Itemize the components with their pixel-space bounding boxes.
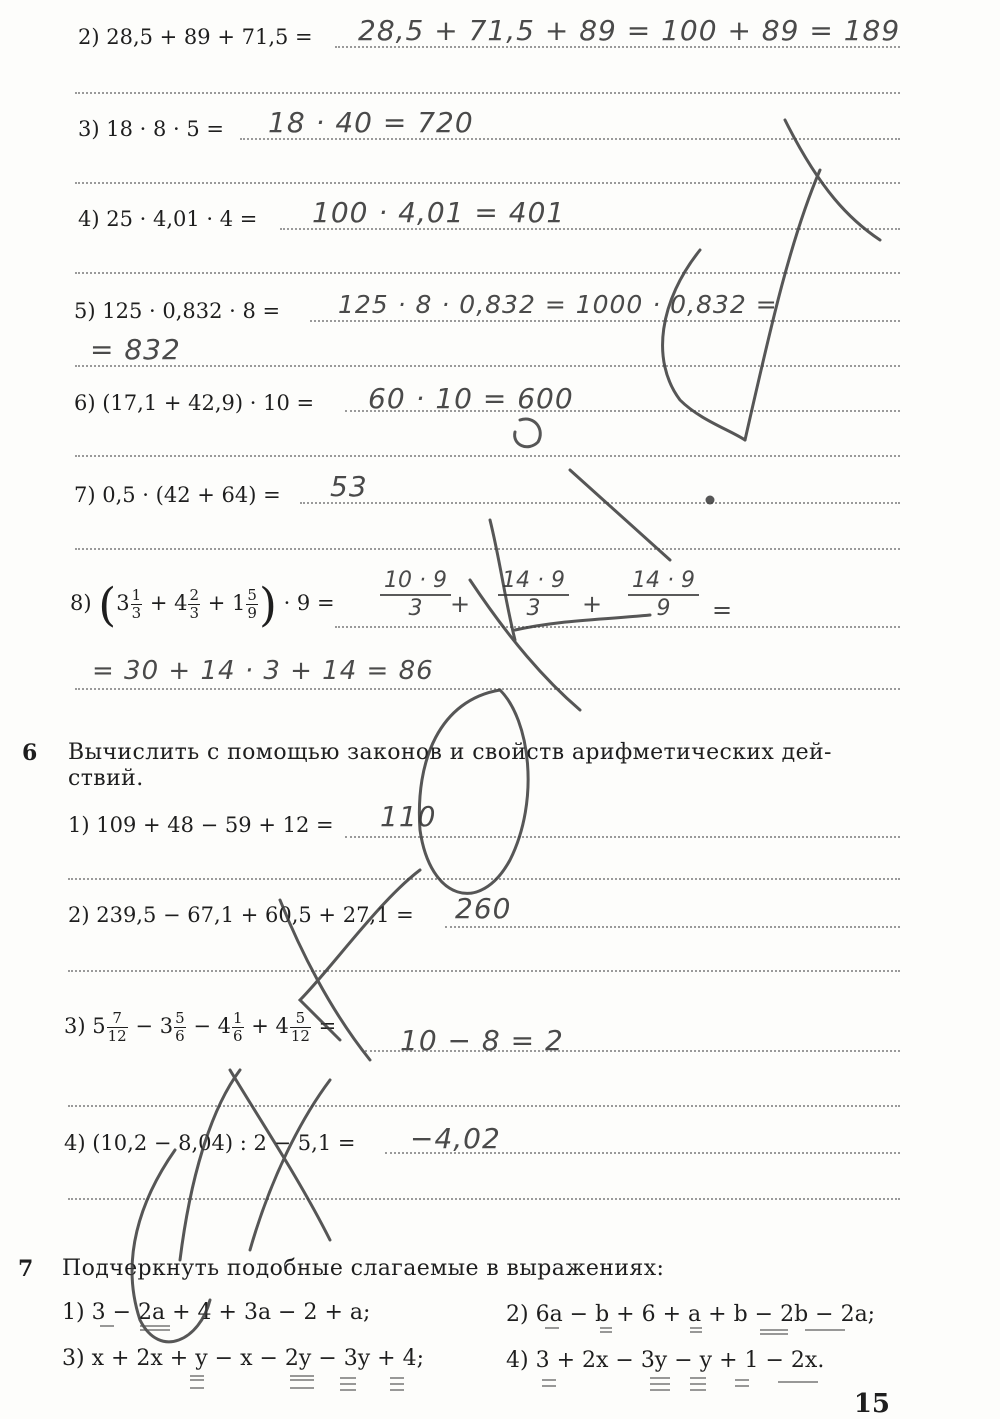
whole: 4 xyxy=(174,591,188,615)
handwritten-answer: 18 · 40 = 720 xyxy=(268,106,474,139)
exercise-5-2: 2) 28,5 + 89 + 71,5 = xyxy=(78,25,313,49)
underline-mark xyxy=(760,1330,788,1334)
underline-mark xyxy=(650,1378,670,1390)
scribble-stroke xyxy=(490,520,515,640)
underline-mark xyxy=(690,1328,702,1332)
underline-mark xyxy=(340,1378,356,1390)
scribble-stroke xyxy=(470,580,580,710)
scribble-stroke xyxy=(230,1070,330,1240)
scribble-stroke xyxy=(570,470,670,560)
task-number: 6 xyxy=(22,740,38,766)
handwritten-answer: 53 xyxy=(330,470,368,503)
task-number: 7 xyxy=(18,1256,34,1282)
exercise-5-5: 5) 125 · 0,832 · 8 = xyxy=(74,299,281,323)
exercise-6-4: 4) (10,2 − 8,04) : 2 − 5,1 = xyxy=(64,1131,356,1155)
task-instruction: Вычислить с помощью законов и свойств арифметических дей- ствий. xyxy=(68,740,832,791)
fraction: $\frac{2}{3}$ xyxy=(189,586,200,622)
whole: 1 xyxy=(232,591,246,615)
handwritten-answer: −4,02 xyxy=(410,1122,501,1155)
exercise-5-4: 4) 25 · 4,01 · 4 = xyxy=(78,207,258,231)
scribble-stroke xyxy=(132,1150,210,1342)
handwritten-answer: 100 · 4,01 = 401 xyxy=(312,196,566,229)
whole: 3 xyxy=(116,591,130,615)
exercise-5-6: 6) (17,1 + 42,9) · 10 = xyxy=(74,391,315,415)
handwritten-plus: + xyxy=(450,590,472,618)
handwritten-answer: = 832 xyxy=(90,333,181,366)
scribble-stroke xyxy=(515,615,650,630)
scribble-stroke xyxy=(515,419,541,447)
handwritten-answer: 60 · 10 = 600 xyxy=(368,382,574,415)
scribble-stroke xyxy=(663,250,745,440)
scribble-stroke xyxy=(180,1070,240,1260)
page-number: 15 xyxy=(853,1389,890,1419)
underline-mark xyxy=(290,1376,314,1388)
handwritten-answer: = 30 + 14 · 3 + 14 = 86 xyxy=(92,656,434,686)
scribble-stroke xyxy=(419,690,528,893)
handwritten-answer: 260 xyxy=(455,892,512,925)
fraction: $\frac{7}{12}$ xyxy=(107,1009,127,1045)
handwritten-fraction: 10 · 9 3 xyxy=(380,568,451,622)
fraction: $\frac{5}{12}$ xyxy=(290,1009,310,1045)
fraction: $\frac{5}{6}$ xyxy=(175,1009,185,1045)
handwritten-answer: 110 xyxy=(380,800,437,833)
handwritten-equals: = xyxy=(712,596,734,624)
handwritten-answer: 125 · 8 · 0,832 = 1000 · 0,832 = xyxy=(338,290,778,319)
exercise-5-8: 8) (3 $\frac{1}{3}$ + 4 $\frac{2}{3}$ + 1 $\frac{5}{9}$ ) · 9 = xyxy=(70,577,335,632)
handwritten-fraction: 14 · 9 9 xyxy=(628,568,699,622)
underline-mark xyxy=(600,1328,612,1332)
scribble-stroke xyxy=(250,1080,330,1250)
fraction: $\frac{5}{9}$ xyxy=(247,586,257,622)
exercise-5-7: 7) 0,5 · (42 + 64) = xyxy=(74,483,281,507)
exercise-5-3: 3) 18 · 8 · 5 = xyxy=(78,117,224,141)
exercise-6-3: 3) 5 $\frac{7}{12}$ − 3 $\frac{5}{6}$ − 4 $\frac{1}{6}$ + 4 $\frac{5}{12}$ = xyxy=(64,1009,337,1045)
underline-mark xyxy=(690,1378,706,1390)
item-number: 8) xyxy=(70,591,92,615)
exercise-6-1: 1) 109 + 48 − 59 + 12 = xyxy=(68,813,334,837)
expression-7-3: 3) x + 2x + y − x − 2y − 3y + 4; xyxy=(62,1346,425,1371)
scribble-stroke xyxy=(745,170,820,440)
scribble-dot xyxy=(707,497,713,503)
handwritten-plus: + xyxy=(582,590,604,618)
scribble-stroke xyxy=(280,900,370,1060)
underline-mark xyxy=(735,1380,749,1386)
task-instruction: Подчеркнуть подобные слагаемые в выражениях: xyxy=(62,1256,665,1281)
underline-mark xyxy=(390,1378,404,1390)
paren-open: ( xyxy=(98,577,117,632)
handwritten-answer: 10 − 8 = 2 xyxy=(400,1024,564,1057)
scribble-stroke xyxy=(300,870,420,1040)
fraction: $\frac{1}{6}$ xyxy=(232,1009,243,1045)
handwritten-fraction: 14 · 9 3 xyxy=(498,568,569,622)
fraction: $\frac{1}{3}$ xyxy=(131,586,142,622)
handwritten-answer: 28,5 + 71,5 + 89 = 100 + 89 = 189 xyxy=(358,14,901,47)
expression-7-2: 2) 6a − b + 6 + a + b − 2b − 2a; xyxy=(506,1302,876,1327)
underline-mark xyxy=(542,1380,556,1386)
paren-close: ) xyxy=(258,577,277,632)
expression-7-4: 4) 3 + 2x − 3y − y + 1 − 2x. xyxy=(506,1348,825,1373)
exercise-6-2: 2) 239,5 − 67,1 + 60,5 + 27,1 = xyxy=(68,903,414,927)
underline-mark xyxy=(190,1376,204,1388)
expression-7-1: 1) 3 − 2a + 4 + 3a − 2 + a; xyxy=(62,1300,371,1325)
